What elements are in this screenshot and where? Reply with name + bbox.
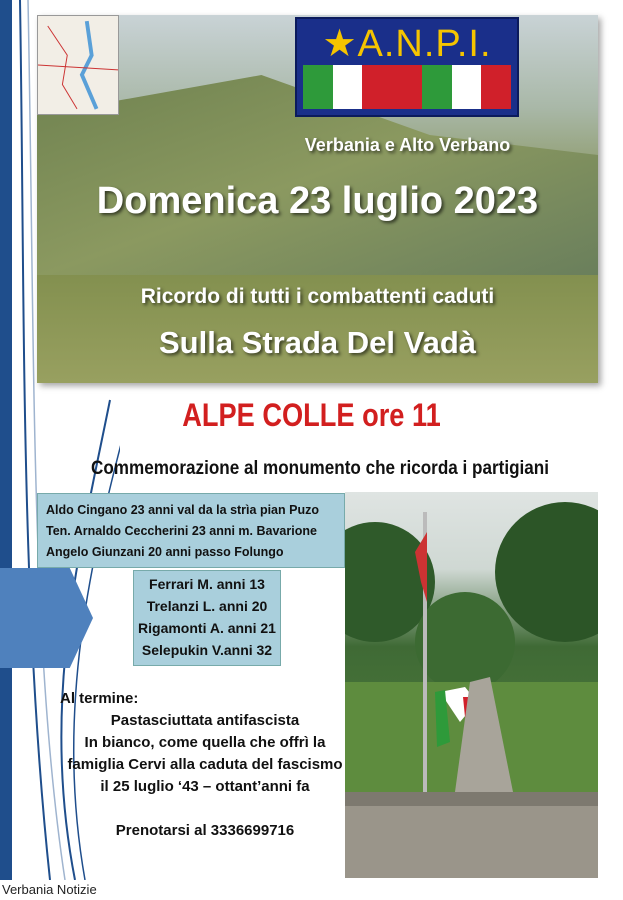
fallen-item: Angelo Giunzani 20 anni passo Folungo (46, 545, 284, 559)
fallen-other-box (133, 570, 281, 666)
location-title: ALPE COLLE ore 11 (182, 397, 441, 433)
section-name: Verbania e Alto Verbano (304, 135, 511, 155)
closing-line: In bianco, come quella che offrì la (84, 734, 326, 751)
fallen-item: Ferrari M. anni 13 (149, 576, 265, 592)
mountain-photo-banner (37, 15, 598, 383)
commemoration-heading: Commemorazione al monumento che ricorda i partigiani (91, 458, 549, 479)
event-subtitle: Ricordo di tutti i combattenti caduti (140, 285, 495, 308)
closing-section (60, 688, 350, 842)
fallen-main-box (37, 493, 345, 568)
event-place: Sulla Strada Del Vadà (158, 325, 477, 360)
event-date: Domenica 23 luglio 2023 (96, 180, 539, 222)
footer-credit: Verbania Notizie (2, 882, 97, 897)
fallen-item: Aldo Cingano 23 anni val da la strìa pian Puzo (46, 503, 319, 517)
fallen-item: Trelanzi L. anni 20 (146, 598, 268, 614)
closing-heading: Al termine: (60, 690, 139, 707)
booking-phone: Prenotarsi al 3336699716 (115, 822, 295, 839)
closing-line: il 25 luglio ‘43 – ottant’anni fa (100, 778, 310, 795)
closing-line: famiglia Cervi alla caduta del fascismo (67, 756, 343, 773)
anpi-logo: ★A.N.P.I. (295, 17, 519, 117)
monument-photo (345, 492, 598, 878)
map-thumbnail (37, 15, 119, 115)
fallen-item: Selepukin V.anni 32 (141, 642, 273, 658)
closing-line: Pastasciuttata antifascista (110, 712, 300, 729)
fallen-item: Ten. Arnaldo Ceccherini 23 anni m. Bavarione (46, 524, 317, 538)
fallen-item: Rigamonti A. anni 21 (138, 620, 276, 636)
